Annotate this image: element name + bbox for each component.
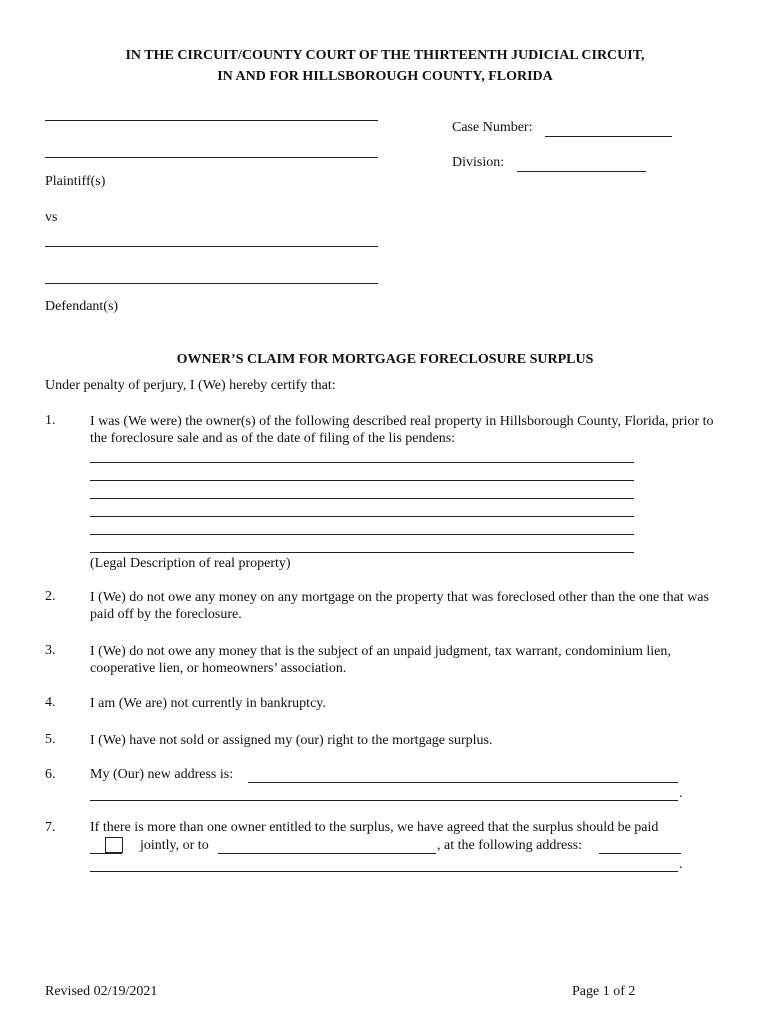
defendant-name-field-1[interactable] bbox=[45, 246, 378, 247]
legal-description-line-2[interactable] bbox=[90, 480, 634, 481]
item-6-number: 6. bbox=[45, 767, 56, 782]
plaintiff-name-field-1[interactable] bbox=[45, 120, 378, 121]
payee-name-field[interactable] bbox=[218, 853, 436, 854]
item-6-text: My (Our) new address is: bbox=[90, 767, 234, 782]
payee-address-field-2[interactable] bbox=[90, 871, 678, 872]
defendant-name-field-2[interactable] bbox=[45, 283, 378, 284]
legal-description-line-1[interactable] bbox=[90, 462, 634, 463]
revised-date: Revised 02/19/2021 bbox=[45, 984, 158, 999]
case-number-label: Case Number: bbox=[452, 120, 533, 135]
legal-description-line-4[interactable] bbox=[90, 516, 634, 517]
item-3-text: I (We) do not owe any money that is the subject of an unpaid judgment, tax warrant, condominium lien, cooperative lien, or homeowners’ association. bbox=[90, 644, 671, 676]
item-3-number: 3. bbox=[45, 643, 56, 658]
new-address-field-2[interactable] bbox=[90, 800, 678, 801]
legal-description-line-3[interactable] bbox=[90, 498, 634, 499]
defendant-label: Defendant(s) bbox=[45, 299, 119, 314]
item-7-text: If there is more than one owner entitled to the surplus, we have agreed that the surplus should be paid bbox=[90, 820, 659, 835]
legal-description-label: (Legal Description of real property) bbox=[90, 556, 291, 571]
item-4-number: 4. bbox=[45, 695, 56, 710]
item-4-text: I am (We are) not currently in bankruptcy. bbox=[90, 696, 326, 711]
item-2-text: I (We) do not owe any money on any mortgage on the property that was foreclosed other than the one that was paid off by the foreclosure. bbox=[90, 590, 709, 622]
item-2-number: 2. bbox=[45, 589, 56, 604]
new-address-field-1[interactable] bbox=[248, 782, 678, 783]
jointly-underline bbox=[90, 853, 122, 854]
legal-description-line-6[interactable] bbox=[90, 552, 634, 553]
form-title: OWNER’S CLAIM FOR MORTGAGE FORECLOSURE SURPLUS bbox=[176, 352, 594, 367]
item-1-text: I was (We were) the owner(s) of the following described real property in Hillsborough County, Florida, prior to the foreclosure sale and as of the date of filing of the lis pendens: bbox=[90, 414, 714, 446]
item-1-number: 1. bbox=[45, 413, 56, 428]
case-number-field[interactable] bbox=[545, 120, 672, 137]
jointly-checkbox[interactable] bbox=[105, 837, 123, 853]
jointly-text: jointly, or to bbox=[140, 838, 209, 853]
payee-address-period: . bbox=[679, 857, 683, 872]
versus-text: vs bbox=[45, 210, 58, 225]
following-address-text: , at the following address: bbox=[437, 838, 583, 853]
plaintiff-name-field-2[interactable] bbox=[45, 157, 378, 158]
item-5-number: 5. bbox=[45, 732, 56, 747]
item-7-number: 7. bbox=[45, 820, 56, 835]
payee-address-field-1[interactable] bbox=[599, 853, 681, 854]
division-field[interactable] bbox=[517, 155, 646, 172]
plaintiff-label: Plaintiff(s) bbox=[45, 174, 106, 189]
item-5-text: I (We) have not sold or assigned my (our) right to the mortgage surplus. bbox=[90, 733, 493, 748]
court-header-line-1: IN THE CIRCUIT/COUNTY COURT OF THE THIRTEENTH JUDICIAL CIRCUIT, bbox=[125, 48, 645, 63]
legal-description-line-5[interactable] bbox=[90, 534, 634, 535]
court-header-line-2: IN AND FOR HILLSBOROUGH COUNTY, FLORIDA bbox=[217, 69, 553, 84]
division-label: Division: bbox=[452, 155, 505, 170]
intro-text: Under penalty of perjury, I (We) hereby certify that: bbox=[45, 378, 336, 393]
address-period: . bbox=[679, 786, 683, 801]
page-number: Page 1 of 2 bbox=[572, 984, 636, 999]
